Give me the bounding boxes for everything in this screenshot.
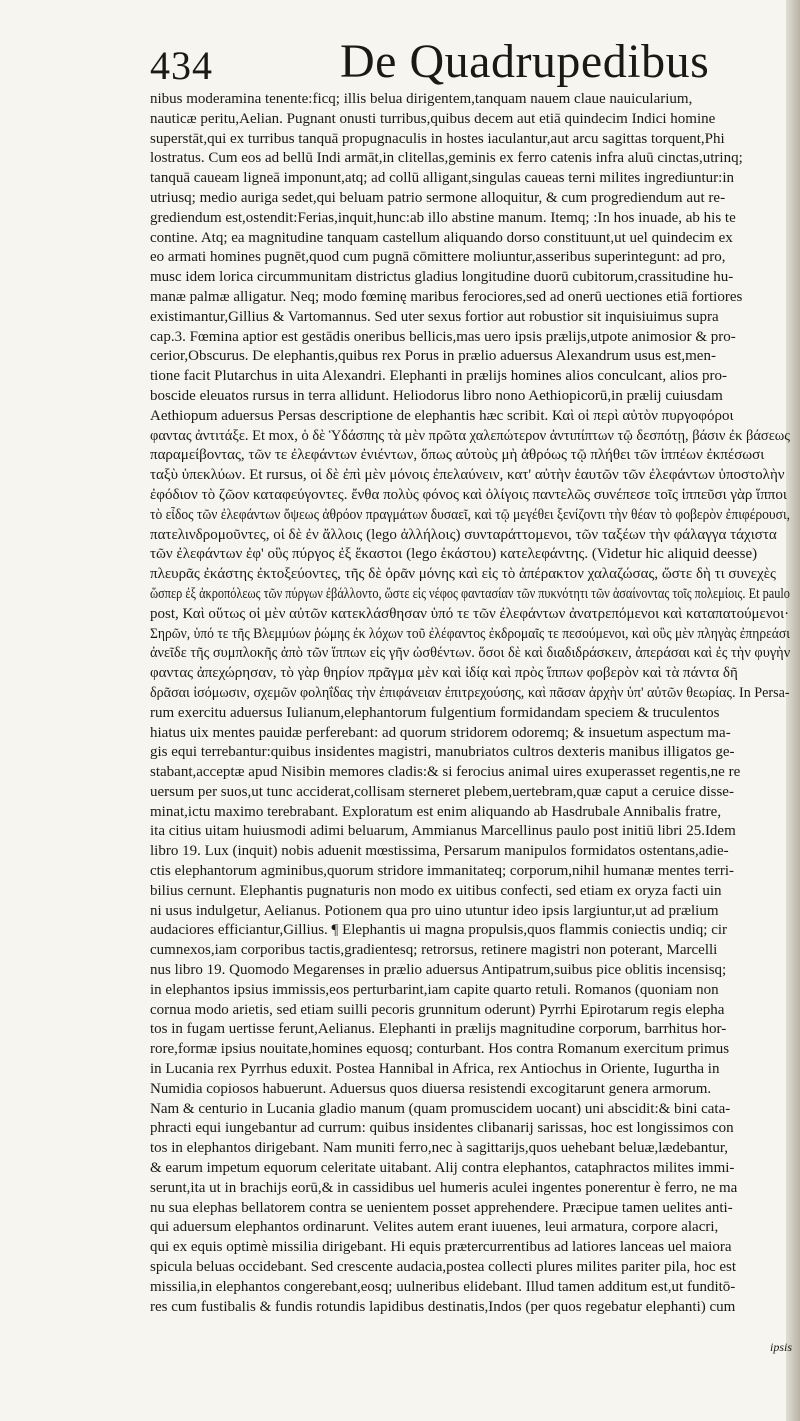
text-line: Numidia copiosos habuerunt. Aduersus quos diuersa resistendi excogitarunt genera armorum. [150,1080,712,1097]
text-line: lostratus. Cum eos ad bellū Indi armāt,in clitellas,geminis ex ferro catenis infra aluū cinctas,utrinq; [150,150,743,167]
text-line: rum exercitu aduersus Iulianum,elephantorum fulgentium formidandam speciem & truculentos [150,704,720,721]
text-line: in elephantos ipsius immissis,eos perturbarint,iam capite quarto retuli. Romanos (quoniam non [150,981,719,998]
text-line: contine. Atq; ea magnitudine tanquam castellum aliquando dorso constituunt,ut uel quindecim ex [150,229,733,246]
text-line: tanquā caueam ligneā imponunt,atq; ad collū alligant,singulas caueas terni milites ingrediuntur:in [150,170,735,187]
text-line: & earum impetum equorum celeritate uitabant. Alij contra elephantos, cataphractos milites immi- [150,1160,735,1177]
text-line: ὥσπερ ἐξ ἀκροπόλεως τῶν πύργων ἐβάλλοντο, ὥστε εἰς νέφος φαντασίαν τῶν πυκνότητι τῶν ἀσαίνοντας τοῖς πολεμίοις. Et paulo [150,585,790,602]
text-line: uersum per suos,ut tunc acciderat,collisam sterneret plebem,uertebram,quæ caput a ceruice disse- [150,783,734,800]
text-line: nus libro 19. Quomodo Megarenses in prælio aduersus Antipatrum,suibus pice oblitis incensisq; [150,962,727,979]
text-line: πλευρᾶς ἐκάστης ἐκτοξεύοντες, τῆς δὲ ὁρᾶν μόνης καὶ εἰς τὸ ἀπέρακτον χαλαζώσας, ὥστε δὴ τι συνεχὲς [150,566,776,583]
text-line: cerior,Obscurus. De elephantis,quibus rex Porus in prælio aduersus Alexandrum usus est,men- [150,348,716,365]
text-line: Σηρῶν, ὑπό τε τῆς Βλεμμύων ῥώμης ἐκ λόχων τοῦ ἐλέφαντος ἐκδρομαῖς τε πεσούμενοι, καὶ οὓς μὲν πληγὰς ἐπηρεάσι [150,625,790,642]
text-line: serunt,ita ut in brachijs eorū,& in cassidibus uel humeris aculei ingentes ponerentur è ferro, ne ma [150,1179,738,1196]
text-line: tione facit Plutarchus in uita Alexandri. Elephanti in prælijs homines alios conculcant, alios pro- [150,368,727,385]
text-line: spicula beluas occidebant. Sed crescente audacia,postea collecti plures milites pariter pila, hoc est [150,1259,737,1276]
text-line: tos in fugam uertisse ferunt,Aelianus. Elephanti in prælijs magnitudine corporum, barrhitus hor- [150,1021,727,1038]
text-line: tos in elephantos dirigebant. Nam muniti ferro,nec à sagittarijs,quos uehebant beluæ,lædebantur, [150,1140,729,1157]
text-line: Aethiopum aduersus Persas descriptione de elephantis hæc scribit. Καὶ οἱ περὶ αὐτὸν πυργοφόροι [150,407,734,424]
text-line: ταξὺ ὑπεκλύων. Et rursus, οἱ δὲ ἐπὶ μὲν μόνοις ἐπελαύνειν, κατ' αὐτὴν ἑαυτῶν τῶν ἐλεφάντων ὑποστολὴν [150,467,785,484]
running-title: De Quadrupedibus [340,35,710,88]
text-line: existimantur,Gillius & Vartomannus. Sed uter sexus fortior aut robustior sit inquisiuimus supra [150,308,719,325]
text-line: bilius cernunt. Elephantis pugnaturis non modo ex uitibus confecti, sed etiam ex oryza facti uin [150,882,722,899]
text-line: musc idem lorica circummunitam districtus gladius longitudine duorū cubitorum,crassitudine hu- [150,269,734,286]
text-line: hiatus uix mentes pauidæ perferebant: ad quorum stridorem odoremq; & insuetum aspectum ma- [150,724,731,741]
text-line: boscide eleuatos rursus in terra allidunt. Heliodorus libro nono Aethiopicorū,in prælij cuiusdam [150,387,723,404]
text-line: qui aduersum elephantos ordinarunt. Velites autem erant iuuenes, leui armatura, corpore alacri, [150,1219,719,1236]
text-line: φαντας ἀντιτάξε. Et mox, ὁ δὲ Ὑδάσπης τὰ μὲν πρῶτα χαλεπώτερον ἀντιπίπτων τῷ δεσπότῃ, βάσιν ἐκ βάσεως [150,427,790,444]
text-line: minat,ictu maximo terebrabant. Exploratum est enim aliquando ab Hasdrubale Annibalis fratre, [150,803,722,820]
text-line: nu sua elephas bellatorem contra se uenientem posset apprehendere. Præcipue tamen uelites anti- [150,1199,733,1216]
text-line: cumnexos,iam corporibus tactis,gradientesq; retrorsus, retinere magistri non poterant, Marcelli [150,942,718,959]
text-line: τῶν ἐλεφάντων ἐφ' οὓς πύργος ἐξ ἕκαστοι (lego ἑκάστου) κατελεφάντης. (Videtur hic aliquid deesse) [150,546,758,563]
text-line: πατελινδρομοῦντες, οἱ δὲ ἐν ἄλλοις (lego ἀλλήλοις) συνταράττομενοι, τῶν ταξέων τὴν φάλαγγα τάχιστα [150,526,777,543]
text-line: cap.3. Fœmina aptior est gestādis oneribus bellicis,mas uero ipsis prælijs,utpote animosior & pro- [150,328,736,345]
text-line: in Lucania rex Pyrrhus eduxit. Postea Hannibal in Africa, rex Antiochus in Oriente, Iugurtha in [150,1061,720,1078]
text-line: utriusq; medio auriga sedet,qui beluam patrio sermone alloquitur, & cum progrediendum aut re- [150,189,726,206]
text-line: manæ palmæ alligatur. Neq; modo fœminę maribus ferociores,sed ad onerū uectiones etiā fortiores [150,288,743,305]
text-line: res cum fustibalis & fundis rotundis lapidibus destinatis,Indos (per quos regebatur elephanti) cum [150,1298,736,1315]
text-line: παραμείβοντας, τῶν τε ἐλεφάντων ἐνιέντων, ὅπως αὐτοὺς μὴ ἀθρόως τῷ πλήθει τῶν ἱππέων ἐκπέσωσι [150,447,765,464]
text-line: qui ex equis optimè missilia dirigebant. Hi equis prætercurrentibus ad latiores lanceas uel maiora [150,1239,732,1256]
text-line: rore,formæ ipsius nouitate,homines equosq; conturbant. Hos contra Romanum exercitum primus [150,1041,730,1058]
text-line: Nam & centurio in Lucania gladio manum (quam promuscidem uocant) uni abscidit:& bini cata- [150,1100,731,1117]
text-line: ctis elephantorum agminibus,quorum stridore immanitateq; corporum,nihil humanæ mentes terri- [150,863,735,880]
text-line: ἀνεῖδε τῆς συμπλοκῆς ἀπὸ τῶν ἵππων εἰς γῆν ὠσθέντων. ὅσοι δὲ καὶ διαδιδράσκειν, ἀπεράσαι καὶ ἐς τὴν φυγὴν [150,645,790,662]
marginal-note: ipsis [770,1340,793,1354]
text-line: δρᾶσαι ἰσόμωσιν, σχεμῶν φοληΐδας τὴν ἐπιφάνειαν ἐπιτρεχούσης, καὶ πᾶσαν ἀρχὴν ὑπ' αὐτῶν θεωρίας. In Persa- [150,684,790,701]
page-number: 434 [150,43,213,88]
text-line: stabant,acceptæ apud Nisibin memores cladis:& si ferocius animal uires exuperasset regentis,ne re [150,764,741,781]
text-line: ἐφόδιον τὸ ζῶον καταφεύγοντες. ἔνθα πολὺς φόνος καὶ ὀλίγοις παντελῶς συνέπεσε τοῖς ἱππεῦσι γὰρ ἵπποι [150,486,787,503]
text-line: τὸ εἶδος τῶν ἐλεφάντων ὄψεως ἀθρόον πραγμάτων δυσαεῖ, καὶ τῷ μεγέθει ξενίζοντι τὴν θέαν τὸ φοβερὸν ἐπιφέρουσι, [150,506,790,523]
text-line: grediendum est,ostendit:Ferias,inquit,hunc:ab illo abstine manum. Itemq; :In hos inuade, ab his te [150,209,736,226]
text-line: ni usus indulgetur, Aelianus. Potionem qua pro uino utuntur ideo ipsis largiuntur,ut ad prælium [150,902,719,919]
body-text [150,90,790,1317]
text-line: missilia,in elephantos congerebant,eosq; uulneribus elidebant. Illud tamen additum est,ut funditō- [150,1278,736,1295]
text-line: cornua modo arietis, sed etiam suilli pecoris grunnitum oderunt) Pyrrhi Epirotarum regis elepha [150,1001,725,1018]
text-line: eo armati homines pugnēt,quod cum pugnā cōmittere moliuntur,asseribus superintegunt: ad pro, [150,249,726,266]
text-line: nauticæ peritu,Aelian. Pugnant onusti turribus,quibus decem aut etiā quindecim Indici homine [150,110,716,127]
text-line: phracti equi iungebantur ad currum: quibus insidentes clibanarij sarissas, hoc est longissimos con [150,1120,734,1137]
text-line: gis equi terrebantur:quibus insidentes magistri, manubriatos cultros dexteris manibus illigatos ge- [150,744,735,761]
text-line: ita citius uitam huiusmodi adimi beluarum, Ammianus Marcellinus paulo post initiū libri 25.Idem [150,823,736,840]
text-line: audaciores efficiantur,Gillius. ¶ Elephantis ui magna propulsis,quos flammis coniectis undiq; cir [150,922,728,939]
text-line: superstāt,qui ex turribus tanquā propugnaculis in hostes iaculantur,aut arcu sagittas torquent,Phi [150,130,725,147]
text-line: post, Καὶ οὕτως οἱ μὲν αὐτῶν κατεκλάσθησαν ὑπό τε τῶν ἐλεφάντων ἀνατρεπόμενοι καὶ καταπατούμενοι· [150,605,790,622]
text-line: nibus moderamina tenente:ficq; illis belua dirigentem,tanquam nauem claue nauicularium, [150,91,693,107]
text-line: φαντας ἀπεχώρησαν, τὸ γὰρ θηρίον πρᾶγμα μὲν καὶ ἰδίᾳ καὶ πρὸς ἵππων φοβερὸν καὶ τὰ πάντα δῆ [150,665,738,682]
text-line: libro 19. Lux (inquit) nobis aduenit mœstissima, Persarum manipulos formidatos ostentans,adie- [150,843,729,860]
